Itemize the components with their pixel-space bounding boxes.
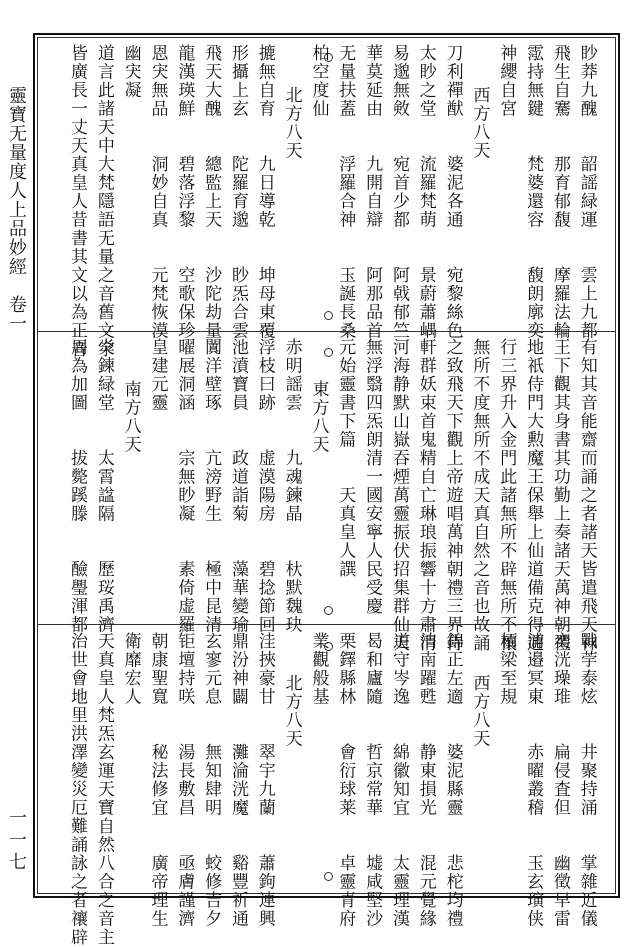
- text-column: [173, 44, 195, 340]
- column-text: 戰荢泰炫 井聚持涌 掌雜近儀: [576, 632, 597, 928]
- column-text: 地祇侍門大勲魔王保舉上仙道備克得遊: [523, 338, 544, 653]
- text-column: [120, 632, 142, 894]
- column-text: 天真皇人梵炁玄運天寶自然八合之音主: [93, 632, 114, 947]
- text-column: [415, 44, 437, 340]
- column-text: 摝無自育 九日導乾 坤母東覆: [254, 44, 275, 340]
- column-text: 行三界升入金門此諸無所不辟無所不禳: [496, 338, 517, 653]
- column-text: 西方八天: [469, 674, 490, 748]
- text-column: [549, 338, 571, 653]
- text-panel-bottom: [66, 632, 598, 947]
- column-text: 闐洋壁琢 亢滂野生 極中昆清: [201, 338, 222, 634]
- text-column: [173, 632, 195, 928]
- column-text: 華莫延由 九開自辯 阿那品首: [362, 44, 383, 340]
- column-text: 北方八天: [281, 86, 302, 160]
- column-text: 錦正左適 婆泥縣靈 悲柁均禮: [442, 632, 463, 928]
- text-column: [576, 632, 598, 928]
- column-text: 栗鐸縣林 會衍球莱 卓靈青府: [335, 632, 356, 928]
- column-text: 南方八天: [120, 380, 141, 454]
- text-column: [468, 632, 490, 894]
- text-panel-top: [66, 44, 598, 359]
- column-text: 皆廣長一丈天真皇人昔書其文以為正音: [67, 44, 87, 359]
- text-column: [281, 632, 303, 894]
- column-text: 恩宊無品 洞妙自真 元梵恢漠: [147, 44, 168, 340]
- column-text: 無所不度無所不成天真自然之音也故誦: [469, 338, 490, 653]
- column-text: 洎南躍甦 静東損光 混元覺緣: [415, 632, 436, 928]
- text-column: [415, 632, 437, 928]
- column-text: 霐持無鍵 梵婆還容 馥朗廓奕: [523, 44, 544, 340]
- text-column: [522, 338, 544, 653]
- column-text: 道守岑逸 綿徽知宜 太靈理漢: [388, 632, 409, 928]
- column-text: 衛靡宏人: [120, 632, 141, 706]
- text-column: [361, 338, 383, 620]
- text-column: [173, 338, 195, 634]
- page-number: 一一七: [6, 808, 27, 874]
- column-text: 業觀般基: [308, 632, 329, 706]
- text-column: [361, 44, 383, 340]
- column-text: 神纓自宮: [496, 44, 517, 118]
- text-column: [549, 632, 571, 928]
- text-column: [120, 44, 142, 326]
- text-column: [442, 338, 464, 653]
- text-column: [307, 338, 329, 620]
- text-column: [495, 632, 517, 894]
- column-text: 曜展洞涵 宗無眇凝 素倚虚羅: [174, 338, 195, 634]
- column-text: 王下觀其身書其功勤上奏諸天萬神朝禮: [549, 338, 570, 653]
- column-text: 形攝上玄 陀羅育邈 眇炁合雲: [227, 44, 248, 340]
- column-text: 周為加圖 拔斃蹊滕 醶璺渾都: [67, 338, 87, 634]
- column-text: 奕洸璪琟 扁侵査但 幽徵早雷: [549, 632, 570, 928]
- column-text: 元始靈書下篇 天真皇人譔: [335, 338, 356, 579]
- text-column: [200, 44, 222, 340]
- column-text: 東方八天: [308, 380, 329, 454]
- text-column: [254, 338, 276, 634]
- column-text: 浦邉冥東 赤曜叢稽 玉玄璌侠: [523, 632, 544, 928]
- text-column: [388, 632, 410, 928]
- text-column: [576, 44, 598, 340]
- column-text: 眇莽九醜 韶謡緑運 雲上九都: [576, 44, 597, 340]
- text-column: [200, 338, 222, 634]
- text-column: [281, 338, 303, 634]
- column-text: 飛生自騫 那育郁馥 摩羅法輪: [549, 44, 570, 340]
- text-column: [66, 44, 88, 359]
- text-column: [200, 632, 222, 928]
- text-column: [227, 632, 249, 928]
- column-text: 曷和廬隨 哲京常華 墟咸堅沙: [362, 632, 383, 928]
- text-column: [93, 44, 115, 359]
- column-text: 易邈無㪘 宛首少都 阿㦸郁竺: [388, 44, 409, 340]
- text-column: [146, 338, 168, 620]
- text-column: [281, 44, 303, 326]
- column-text: 北方八天: [281, 674, 302, 748]
- text-column: [495, 44, 517, 326]
- text-column: [576, 338, 598, 653]
- text-column: [468, 338, 490, 653]
- text-column: [442, 44, 464, 340]
- text-column: [334, 44, 356, 340]
- text-column: [93, 338, 115, 634]
- column-text: 河海静默山嶽吞煙萬靈振伏招集群仙天: [388, 338, 409, 653]
- text-column: [120, 338, 142, 620]
- text-column: [495, 338, 517, 653]
- column-text: 皇建元靈: [147, 338, 168, 412]
- text-column: [307, 632, 329, 894]
- column-text: 洼挾豪甘 翠宇九蘭 蕭鉤連興: [254, 632, 275, 928]
- column-text: 刀利禪猷 婆泥各通 宛黎絲色: [442, 44, 463, 340]
- column-text: 之致飛天下觀上帝遊唱萬神朝禮三界侍: [442, 338, 463, 653]
- text-column: [522, 44, 544, 340]
- text-panel-middle: [66, 338, 598, 653]
- column-text: 道言此諸天中大梵隱語无量之音舊文字: [93, 44, 114, 359]
- column-text: 龍漢瑛鮮 碧落浮黎 空歌保珍: [174, 44, 195, 340]
- text-column: [361, 632, 383, 928]
- column-text: 鼎汾神闢 灘淪洸魔 谿豐祈通: [227, 632, 248, 928]
- text-column: [227, 338, 249, 634]
- column-text: 栢梁至規: [496, 632, 517, 706]
- text-column: [334, 338, 356, 620]
- text-column: [254, 44, 276, 340]
- column-text: 玄寥元息 無知肆明 蛟修吉夕: [201, 632, 222, 928]
- column-text: 朝康聖寬 秘法修宜 廣帝理生: [147, 632, 168, 928]
- column-text: 赤明謡雲 九魂鍊晶 杕默魏玦: [281, 338, 302, 634]
- text-column: [468, 44, 490, 326]
- column-text: 浮枝曰跡 虚漠陽房 碧捻節回: [254, 338, 275, 634]
- text-column: [388, 44, 410, 340]
- text-column: [442, 632, 464, 928]
- book-title-margin: 靈寶无量度人上品妙經 卷一: [6, 86, 27, 333]
- column-text: 幽宊凝: [120, 44, 141, 100]
- column-text: 太眇之堂 流羅梵萌 景蔚蕭嵎: [415, 44, 436, 340]
- text-column: [66, 338, 88, 634]
- column-text: 池濆寶員 政道詣菊 藻華變瑜: [227, 338, 248, 634]
- column-text: 炎鍊緑堂 太霄諡隔 歷珱禹濟: [93, 338, 114, 634]
- text-column: [549, 44, 571, 340]
- column-text: 无量扶蓋 浮羅合神 玉誕長桑: [335, 44, 356, 340]
- text-column: [146, 632, 168, 928]
- column-text: 有知其音能齋而誦之者諸天皆遣飛天神: [576, 338, 597, 653]
- text-column: [254, 632, 276, 928]
- column-text: 柏空度仙: [308, 44, 329, 118]
- column-text: 軒群妖束首鬼精自亡琳琅振響十方肅清: [415, 338, 436, 653]
- column-text: 無浮翳四炁朗清一國安寧人民受慶: [362, 338, 383, 616]
- text-column: [334, 632, 356, 928]
- column-text: 飛天大醜 總監上天 沙陀劫量: [201, 44, 222, 340]
- text-column: [146, 44, 168, 340]
- text-column: [522, 632, 544, 928]
- text-column: [415, 338, 437, 653]
- column-text: 钜壇持咲 湯長敷昌 亟膚謹濟: [174, 632, 195, 928]
- text-column: [93, 632, 115, 947]
- column-text: 西方八天: [469, 86, 490, 160]
- text-column: [66, 632, 88, 947]
- column-text: 治世會地里洪澤變災厄難誦詠之者禳辟: [67, 632, 87, 947]
- text-column: [388, 338, 410, 653]
- text-column: [227, 44, 249, 340]
- text-column: [307, 44, 329, 326]
